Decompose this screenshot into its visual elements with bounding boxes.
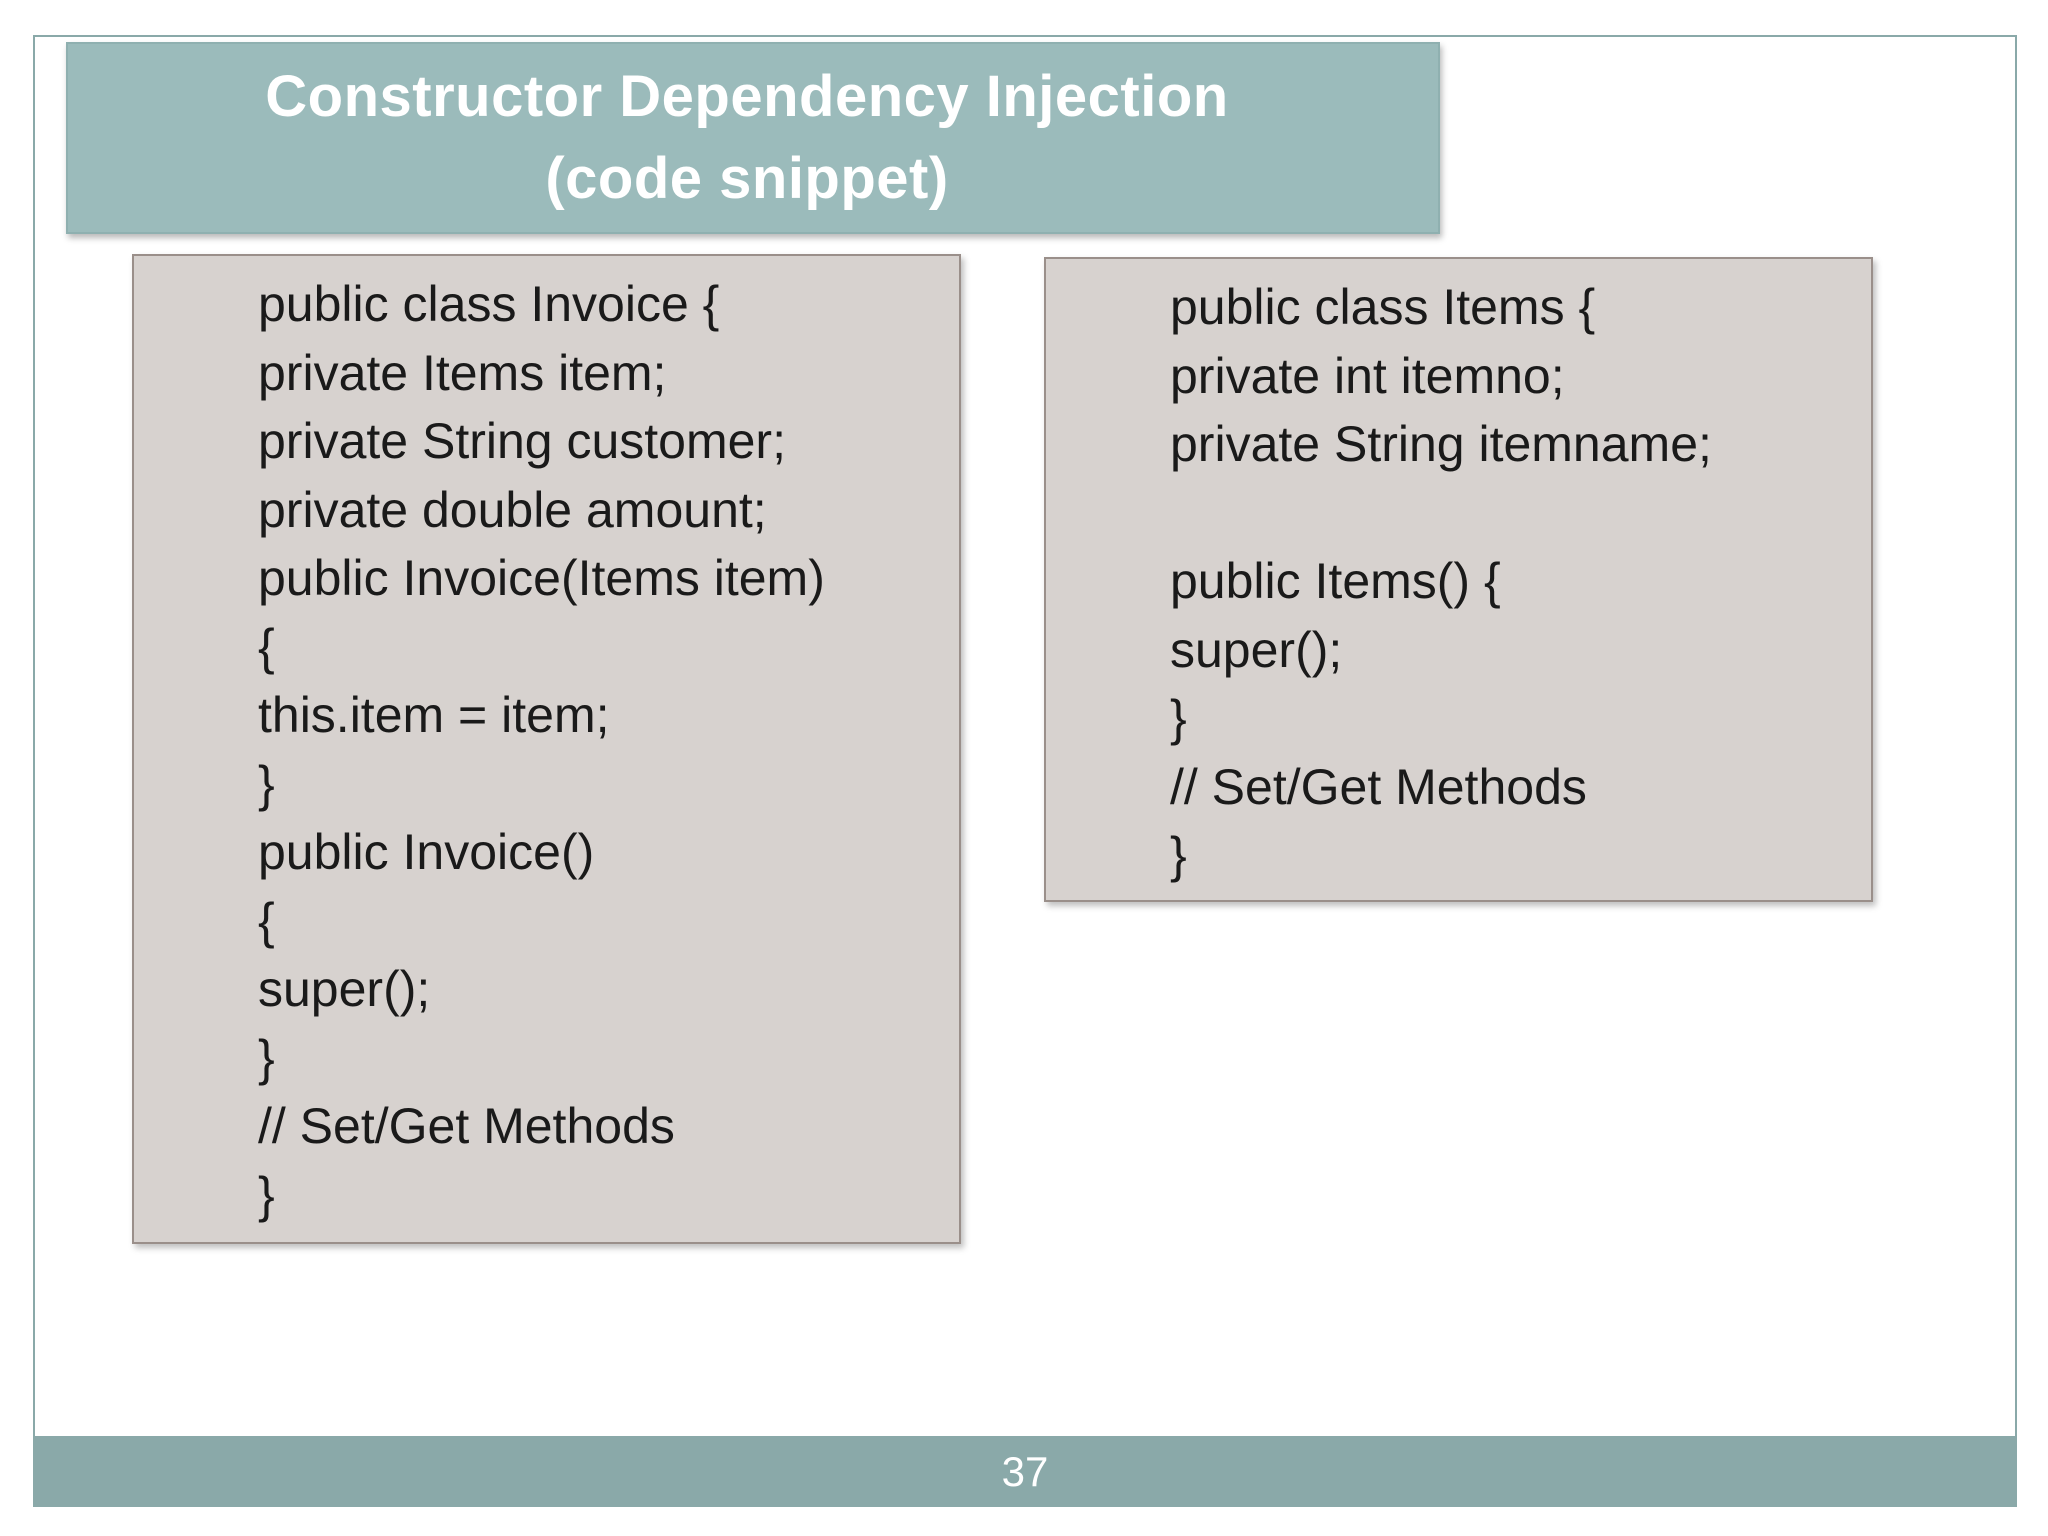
- code-line: }: [258, 755, 275, 812]
- code-line: {: [258, 618, 275, 675]
- code-line: [1170, 479, 1712, 548]
- code-line: public Invoice(Items item): [258, 550, 825, 606]
- code-line: }: [1170, 827, 1187, 883]
- code-line: // Set/Get Methods: [258, 1098, 675, 1154]
- code-line: private String itemname;: [1170, 416, 1712, 472]
- items-code-lines: [1170, 273, 1712, 890]
- code-line: {: [258, 892, 275, 949]
- code-line: public class Invoice {: [258, 276, 720, 332]
- code-line: super();: [1170, 621, 1343, 678]
- items-code-box: [1044, 257, 1873, 902]
- title-banner: [66, 42, 1440, 234]
- code-line: public class Items {: [1170, 279, 1596, 335]
- code-line: public Items() {: [1170, 553, 1501, 609]
- code-line: }: [258, 1166, 275, 1223]
- title-line-2: (code snippet): [545, 146, 949, 211]
- code-line: this.item = item;: [258, 687, 610, 743]
- code-line: }: [1170, 690, 1187, 746]
- page-number: 37: [1001, 1448, 1049, 1495]
- code-line: // Set/Get Methods: [1170, 758, 1587, 815]
- code-line: private double amount;: [258, 481, 767, 538]
- code-line: public Invoice(): [258, 824, 595, 880]
- code-line: }: [258, 1029, 275, 1086]
- code-line: private String customer;: [258, 413, 786, 469]
- invoice-code-box: [132, 254, 961, 1244]
- code-line: private int itemno;: [1170, 347, 1565, 404]
- title-line-1: Constructor Dependency Injection: [265, 64, 1229, 129]
- code-line: private Items item;: [258, 344, 667, 401]
- invoice-code-lines: [258, 270, 825, 1229]
- footer-bar: [33, 1436, 2017, 1507]
- code-line: super();: [258, 961, 431, 1017]
